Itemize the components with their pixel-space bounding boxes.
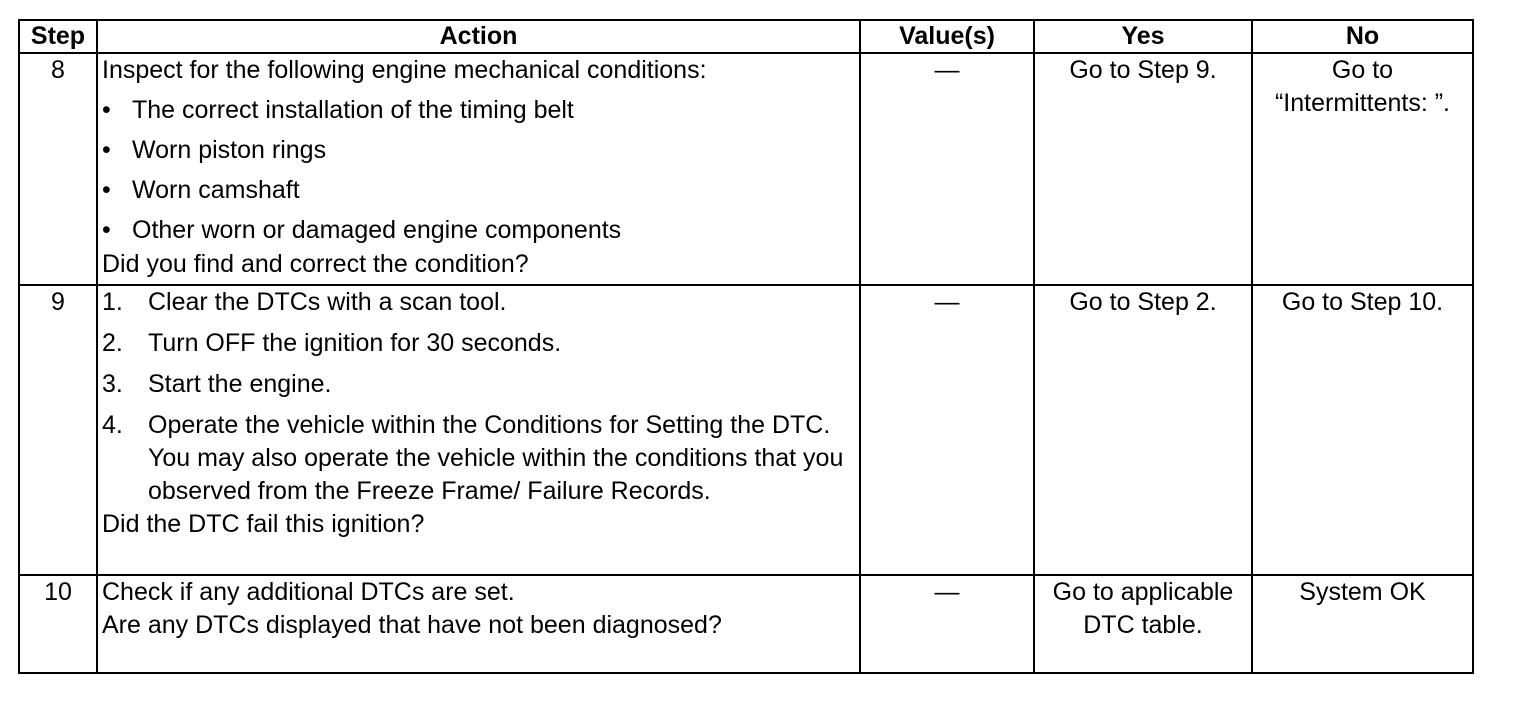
bullet-icon: • [102, 96, 111, 124]
no-cell: Go to “Intermittents: ”. [1252, 53, 1473, 285]
step-number: 8 [19, 53, 97, 285]
action-question: Are any DTCs displayed that have not been diagnosed? [102, 611, 722, 639]
header-action: Action [97, 20, 860, 53]
action-cell [97, 53, 860, 285]
bullet-item [102, 214, 855, 247]
action-question: Did you find and correct the condition? [102, 250, 529, 278]
action-cell [97, 285, 860, 575]
bullet-text: Worn piston rings [132, 136, 327, 164]
item-number: 3. [102, 370, 123, 398]
numbered-item [102, 368, 855, 401]
action-question: Did the DTC fail this ignition? [102, 510, 425, 538]
value-cell: — [860, 53, 1034, 285]
header-step: Step [19, 20, 97, 53]
table-header-row [19, 20, 1473, 53]
item-number: 2. [102, 329, 123, 357]
no-cell: System OK [1252, 575, 1473, 673]
bullet-text: The correct installation of the timing belt [132, 96, 574, 124]
header-no: No [1252, 20, 1473, 53]
action-intro: Inspect for the following engine mechanical conditions: [102, 56, 707, 84]
item-text: Clear the DTCs with a scan tool. [148, 288, 507, 316]
step-number: 9 [19, 285, 97, 575]
no-cell: Go to Step 10. [1252, 285, 1473, 575]
yes-cell: Go to Step 2. [1034, 285, 1252, 575]
bullet-item [102, 134, 855, 167]
action-cell [97, 575, 860, 673]
yes-cell: Go to applicable DTC table. [1034, 575, 1252, 673]
item-number: 4. [102, 411, 123, 439]
bullet-text: Other worn or damaged engine components [132, 216, 622, 244]
header-yes: Yes [1034, 20, 1252, 53]
bullet-item [102, 174, 855, 207]
table-row-step-9 [19, 285, 1473, 575]
bullet-item [102, 94, 855, 127]
numbered-item [102, 286, 855, 319]
value-cell: — [860, 285, 1034, 575]
item-text: Start the engine. [148, 370, 332, 398]
item-text: Operate the vehicle within the Conditions for Setting the DTC. You may also operate the vehicle within the conditions that you observed from the Freeze Frame/ Failure Records. [148, 411, 844, 505]
yes-cell: Go to Step 9. [1034, 53, 1252, 285]
numbered-item [102, 409, 855, 508]
table-row-step-10 [19, 575, 1473, 673]
item-text: Turn OFF the ignition for 30 seconds. [148, 329, 562, 357]
bullet-icon: • [102, 136, 111, 164]
action-intro: Check if any additional DTCs are set. [102, 578, 515, 606]
value-cell: — [860, 575, 1034, 673]
bullet-text: Worn camshaft [132, 176, 300, 204]
bullet-icon: • [102, 216, 111, 244]
step-number: 10 [19, 575, 97, 673]
table-row-step-8 [19, 53, 1473, 285]
header-values: Value(s) [860, 20, 1034, 53]
item-number: 1. [102, 288, 123, 316]
bullet-icon: • [102, 176, 111, 204]
diagnostic-table [18, 19, 1474, 674]
numbered-item [102, 327, 855, 360]
